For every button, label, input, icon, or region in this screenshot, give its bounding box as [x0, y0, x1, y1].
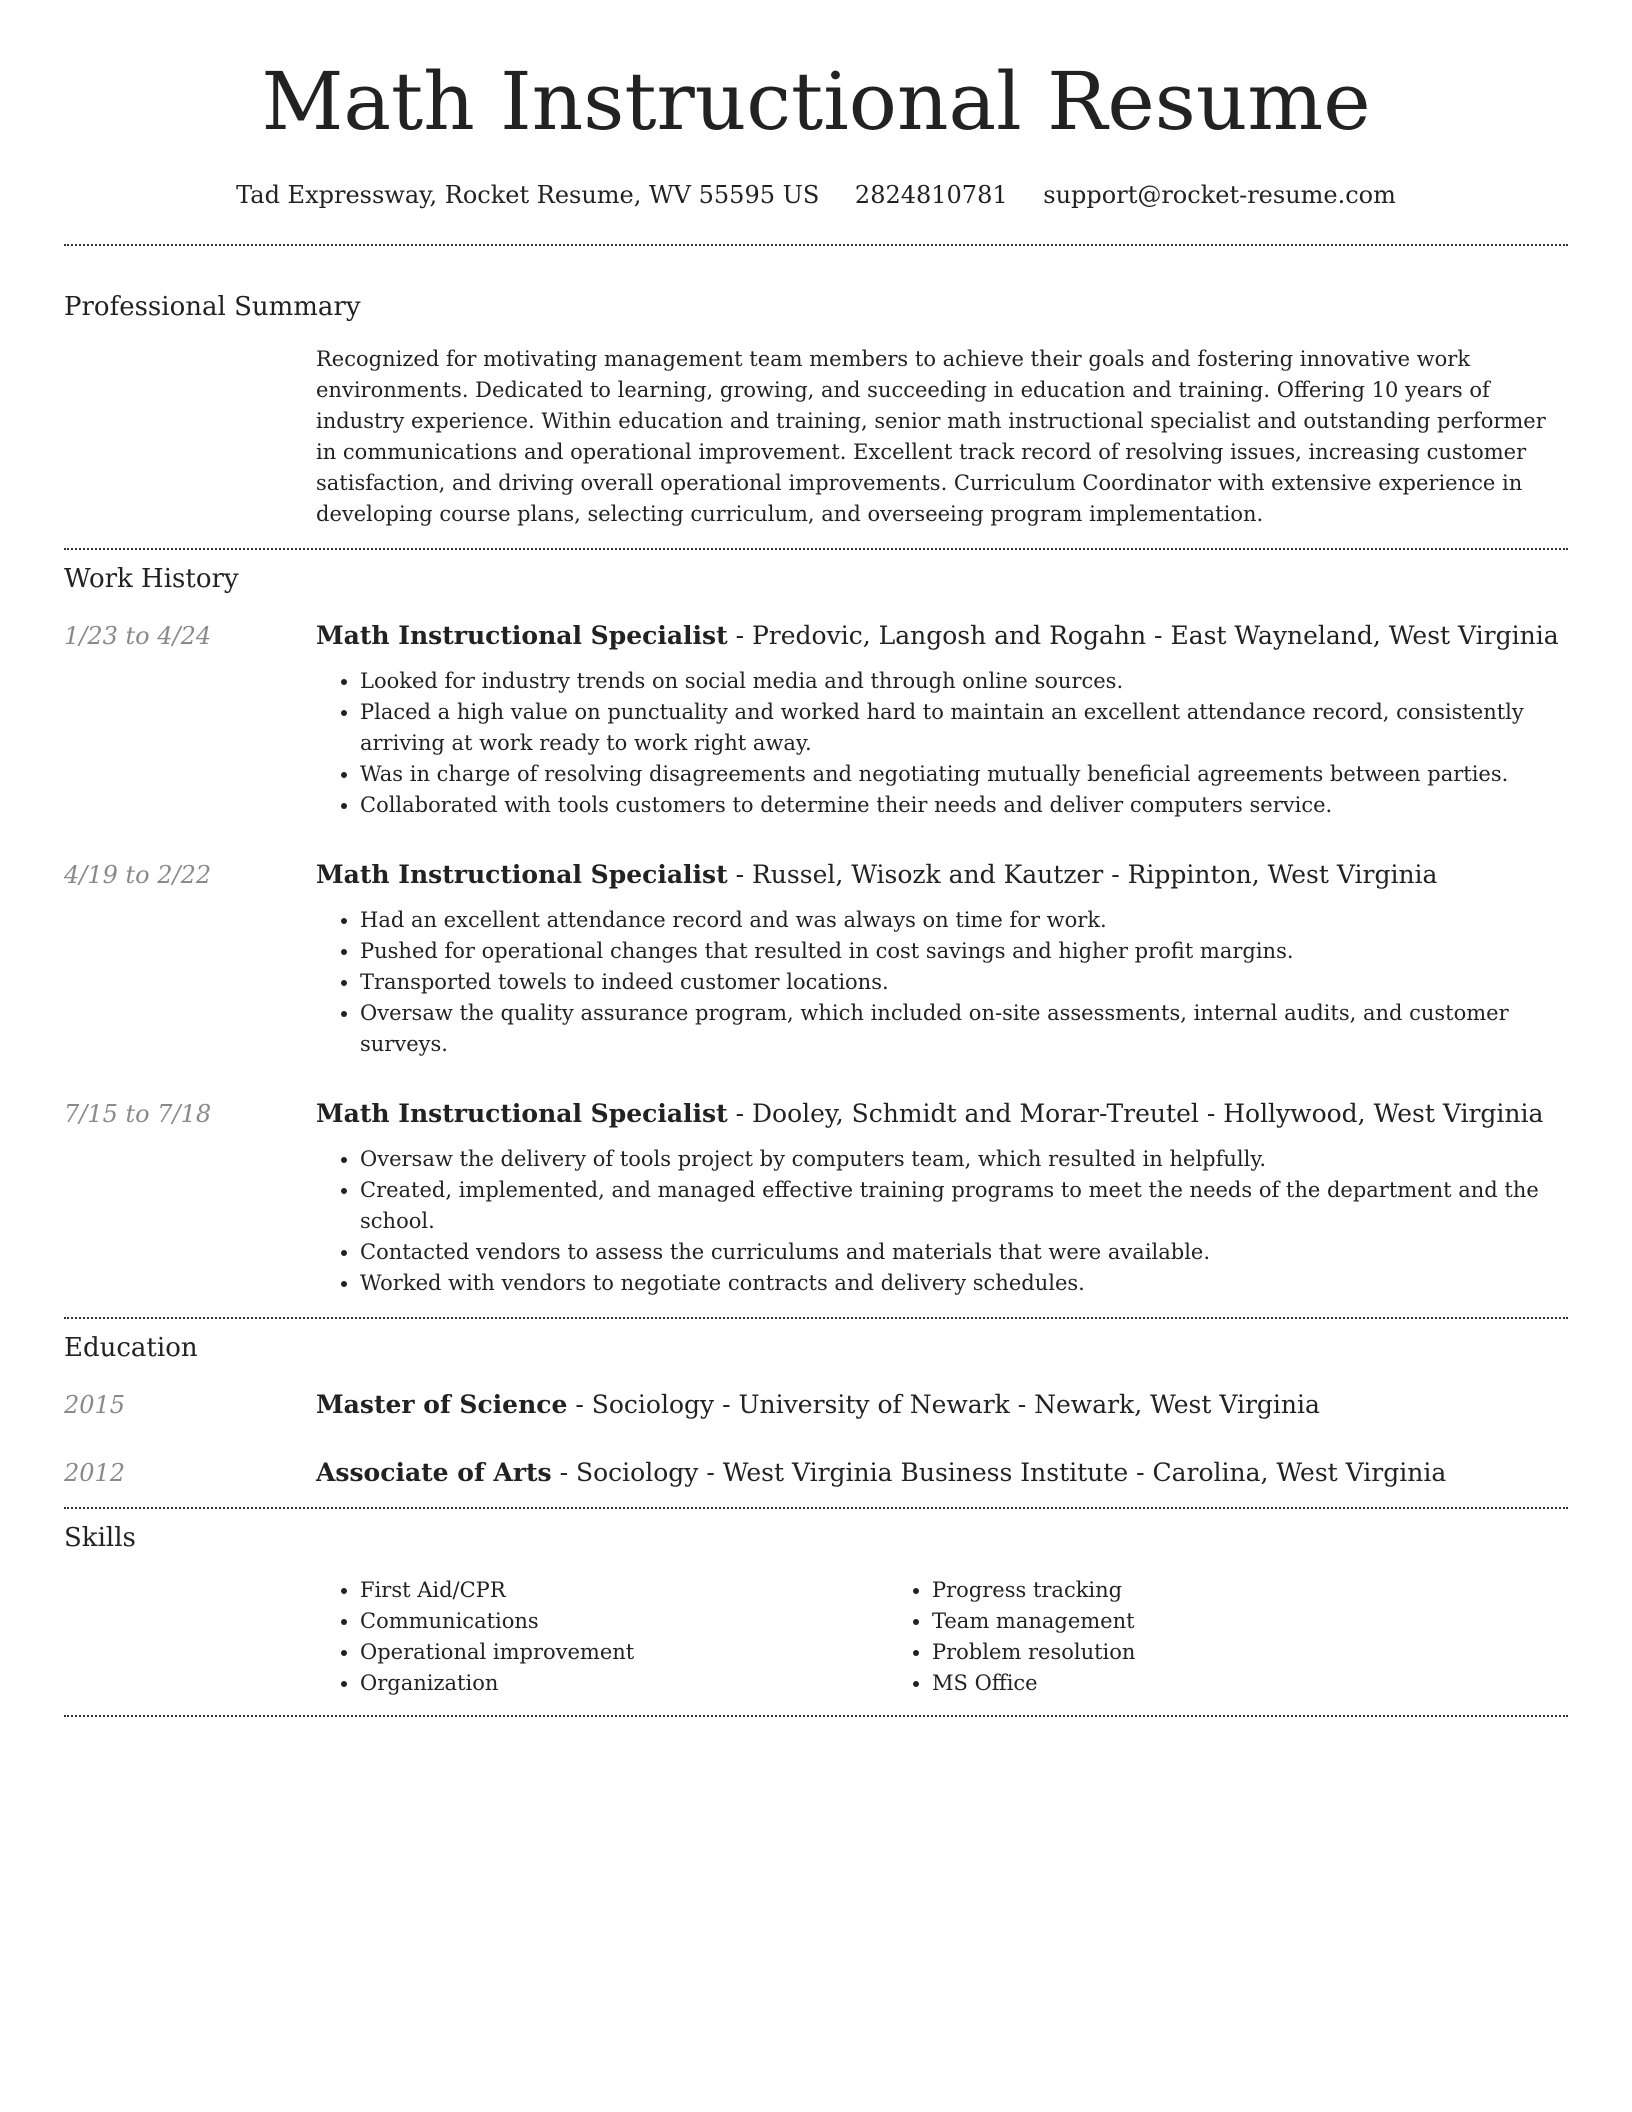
list-item: • Contacted vendors to assess the curriculums and materials that were available. — [360, 1237, 1568, 1268]
job-entry — [64, 620, 1568, 821]
job-headline — [316, 1098, 1568, 1130]
job-body — [316, 620, 1568, 821]
education-entry — [64, 1457, 1568, 1489]
list-item: • Collaborated with tools customers to determine their needs and deliver computers service. — [360, 790, 1568, 821]
summary-heading: Professional Summary — [64, 292, 361, 322]
job-company: - Dooley, Schmidt and Morar-Treutel - Hollywood, West Virginia — [727, 1099, 1544, 1128]
resume-title: Math Instructional Resume — [261, 55, 1371, 148]
contact-phone: 2824810781 — [854, 181, 1008, 209]
skills-list-left — [316, 1575, 888, 1699]
job-title: Math Instructional Specialist — [316, 621, 728, 650]
list-item: • Was in charge of resolving disagreements and negotiating mutually beneficial agreements between parties. — [360, 759, 1568, 790]
list-item: • Communications — [360, 1606, 888, 1637]
job-headline — [316, 620, 1568, 652]
job-entry — [64, 1098, 1568, 1299]
skills-heading: Skills — [64, 1523, 136, 1553]
job-headline — [316, 859, 1568, 891]
job-body — [316, 1098, 1568, 1299]
list-item: • Team management — [932, 1606, 1135, 1637]
list-item: • Problem resolution — [932, 1637, 1135, 1668]
job-company: - Russel, Wisozk and Kautzer - Rippinton, West Virginia — [727, 860, 1438, 889]
list-item: • Oversaw the delivery of tools project by computers team, which resulted in helpfully. — [360, 1144, 1568, 1175]
list-item: • Oversaw the quality assurance program, which included on-site assessments, internal audits, and customer surveys. — [360, 998, 1568, 1060]
contact-line — [64, 178, 1568, 212]
list-item: • MS Office — [932, 1668, 1135, 1699]
education-entry — [64, 1389, 1568, 1421]
skills-grid — [316, 1575, 1568, 1699]
list-item: • Operational improvement — [360, 1637, 888, 1668]
list-item: • Placed a high value on punctuality and worked hard to maintain an excellent attendance record, consistently arriving at work ready to work right away. — [360, 697, 1568, 759]
job-title: Math Instructional Specialist — [316, 860, 728, 889]
education-heading: Education — [64, 1333, 198, 1363]
education-headline — [316, 1389, 1568, 1421]
degree-name: Associate of Arts — [316, 1458, 552, 1487]
degree-name: Master of Science — [316, 1390, 568, 1419]
contact-address: Tad Expressway, Rocket Resume, WV 55595 US — [236, 181, 820, 209]
list-item: • Looked for industry trends on social media and through online sources. — [360, 666, 1568, 697]
summary-section — [64, 246, 1568, 548]
education-body — [316, 1457, 1568, 1489]
education-year: 2012 — [64, 1459, 126, 1487]
list-item: • Created, implemented, and managed effective training programs to meet the needs of the department and the school. — [360, 1175, 1568, 1237]
education-year: 2015 — [64, 1391, 126, 1419]
job-entry — [64, 859, 1568, 1060]
job-dates: 7/15 to 7/18 — [64, 1100, 212, 1128]
summary-text: Recognized for motivating management team members to achieve their goals and fostering innovative work environments. Dedicated to learning, growing, and succeeding in education and training. Offering 10 years of industry experience. Within education and training, senior math instructional specialist and outstanding performer in communications and operational improvement. Excellent track record of resolving issues, increasing customer satisfaction, and driving overall operational improvements. Curriculum Coordinator with extensive experience in developing course plans, selecting curriculum, and overseeing program implementation. — [316, 347, 1546, 526]
list-item: • First Aid/CPR — [360, 1575, 888, 1606]
education-details: - Sociology - West Virginia Business Institute - Carolina, West Virginia — [551, 1458, 1447, 1487]
list-item: • Pushed for operational changes that resulted in cost savings and higher profit margins. — [360, 936, 1568, 967]
work-history-heading: Work History — [64, 564, 239, 594]
education-body — [316, 1389, 1568, 1421]
list-item: • Had an excellent attendance record and was always on time for work. — [360, 905, 1568, 936]
list-item: • Transported towels to indeed customer locations. — [360, 967, 1568, 998]
list-item: • Progress tracking — [932, 1575, 1135, 1606]
education-headline — [316, 1457, 1568, 1489]
job-dates: 1/23 to 4/24 — [64, 622, 212, 650]
job-bullets — [316, 666, 1568, 821]
skills-section — [64, 1509, 1568, 1715]
list-item: • Organization — [360, 1668, 888, 1699]
skills-list-right — [888, 1575, 1135, 1699]
contact-email: support@rocket-resume.com — [1043, 181, 1396, 209]
job-title: Math Instructional Specialist — [316, 1099, 728, 1128]
job-company: - Predovic, Langosh and Rogahn - East Wayneland, West Virginia — [727, 621, 1559, 650]
education-details: - Sociology - University of Newark - Newark, West Virginia — [567, 1390, 1320, 1419]
work-history-section — [64, 550, 1568, 1317]
job-dates: 4/19 to 2/22 — [64, 861, 212, 889]
job-bullets — [316, 1144, 1568, 1299]
divider — [64, 1715, 1568, 1717]
list-item: • Worked with vendors to negotiate contracts and delivery schedules. — [360, 1268, 1568, 1299]
job-body — [316, 859, 1568, 1060]
job-bullets — [316, 905, 1568, 1060]
education-section — [64, 1319, 1568, 1507]
